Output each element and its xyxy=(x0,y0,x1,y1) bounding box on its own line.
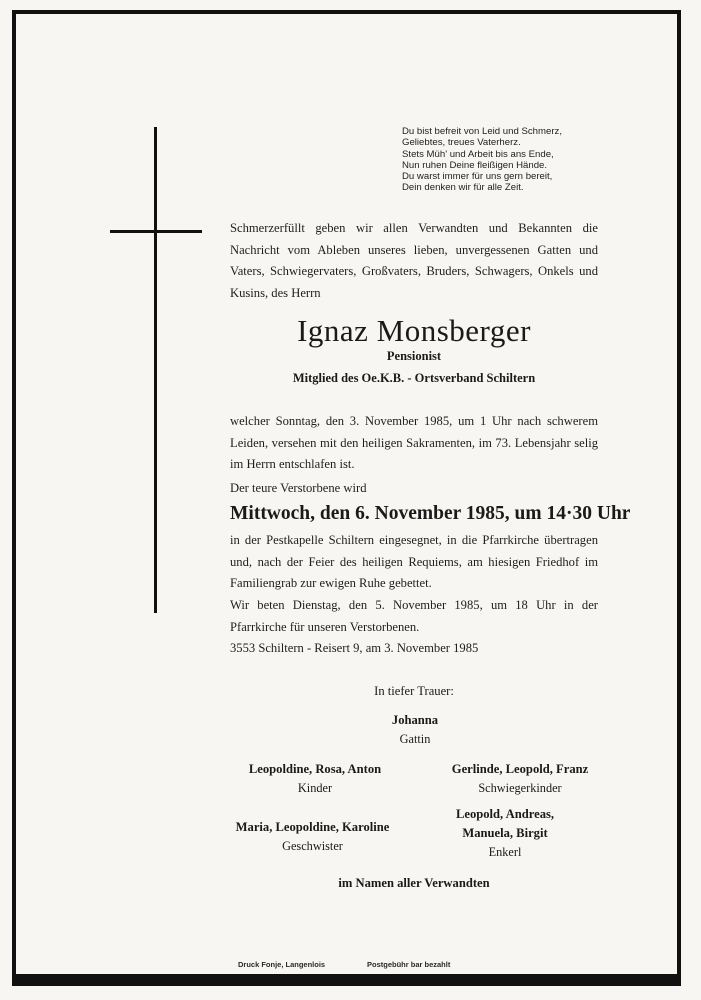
deceased-membership: Mitglied des Oe.K.B. - Ortsverband Schiltern xyxy=(292,371,536,385)
postage-note: Postgebühr bar bezahlt xyxy=(367,960,451,969)
mourner-names: Leopold, Andreas, xyxy=(455,807,555,821)
mourner-relation: Geschwister xyxy=(282,839,343,853)
funeral-details: in der Pestkapelle Schiltern eingesegnet, in die Pfarrkirche übertragen und, nach der Feier des heiligen Requiems, am hiesigen Friedhof im Familiengrab zur ewigen Ruhe gebettet. xyxy=(230,533,598,590)
deceased-name: Ignaz Monsberger xyxy=(297,313,531,348)
poem-line: Du bist befreit von Leid und Schmerz, xyxy=(402,126,562,137)
poem-line: Du warst immer für uns gern bereit, xyxy=(402,171,553,183)
death-notice: welcher Sonntag, den 3. November 1985, um 1 Uhr nach schwerem Leiden, versehen mit den heiligen Sakramenten, im 73. Lebensjahr selig im Herrn entschlafen ist. xyxy=(230,414,598,471)
mourner-in-laws xyxy=(425,760,615,798)
mourner-siblings xyxy=(215,818,410,856)
mourner-names: Gerlinde, Leopold, Franz xyxy=(451,762,589,776)
prayer-notice: Wir beten Dienstag, den 5. November 1985, um 18 Uhr in der Pfarrkirche für unseren Verstorbenen. xyxy=(230,598,598,634)
mourner-relation: Kinder xyxy=(297,781,333,795)
deceased-profession: Pensionist xyxy=(386,349,442,363)
poem-line: Dein denken wir für alle Zeit. xyxy=(402,182,524,194)
mourner-relation: Enkerl xyxy=(488,845,522,859)
mourner-grandchildren xyxy=(440,805,570,862)
poem-line: Stets Müh' und Arbeit bis ans Ende, xyxy=(402,148,554,160)
mourning-header: In tiefer Trauer: xyxy=(374,684,454,698)
printer-credit: Druck Fonje, Langenlois xyxy=(238,960,326,969)
cross-icon-horizontal xyxy=(110,230,202,233)
cross-icon-vertical xyxy=(154,127,157,613)
place-and-date: 3553 Schiltern - Reisert 9, am 3. November 1985 xyxy=(230,641,479,655)
mourner-names: Johanna xyxy=(391,713,439,727)
mourner-names: Leopoldine, Rosa, Anton xyxy=(248,762,382,776)
intro-paragraph: Schmerzerfüllt geben wir allen Verwandten und Bekannten die Nachricht vom Ableben unseres lieben, unvergessenen Gatten und Vaters, Schwiegervaters, Großvaters, Bruders, Schwagers, Onkels und Kusins, des Herrn xyxy=(230,221,598,300)
closing-line: im Namen aller Verwandten xyxy=(338,876,490,890)
mourner-children xyxy=(220,760,410,798)
poem-line: Geliebtes, treues Vaterherz. xyxy=(402,137,521,149)
poem-line: Nun ruhen Deine fleißigen Hände. xyxy=(402,159,548,171)
mourner-names: Maria, Leopoldine, Karoline xyxy=(235,820,390,834)
mourner-widow xyxy=(330,711,500,749)
mourner-relation: Schwiegerkinder xyxy=(478,781,562,795)
mourner-relation: Gattin xyxy=(399,732,431,746)
funeral-intro: Der teure Verstorbene wird xyxy=(230,481,367,495)
mourner-names: Manuela, Birgit xyxy=(462,826,548,840)
memorial-poem xyxy=(402,126,612,194)
funeral-date-time: Mittwoch, den 6. November 1985, um 14·30 Uhr xyxy=(230,503,631,524)
